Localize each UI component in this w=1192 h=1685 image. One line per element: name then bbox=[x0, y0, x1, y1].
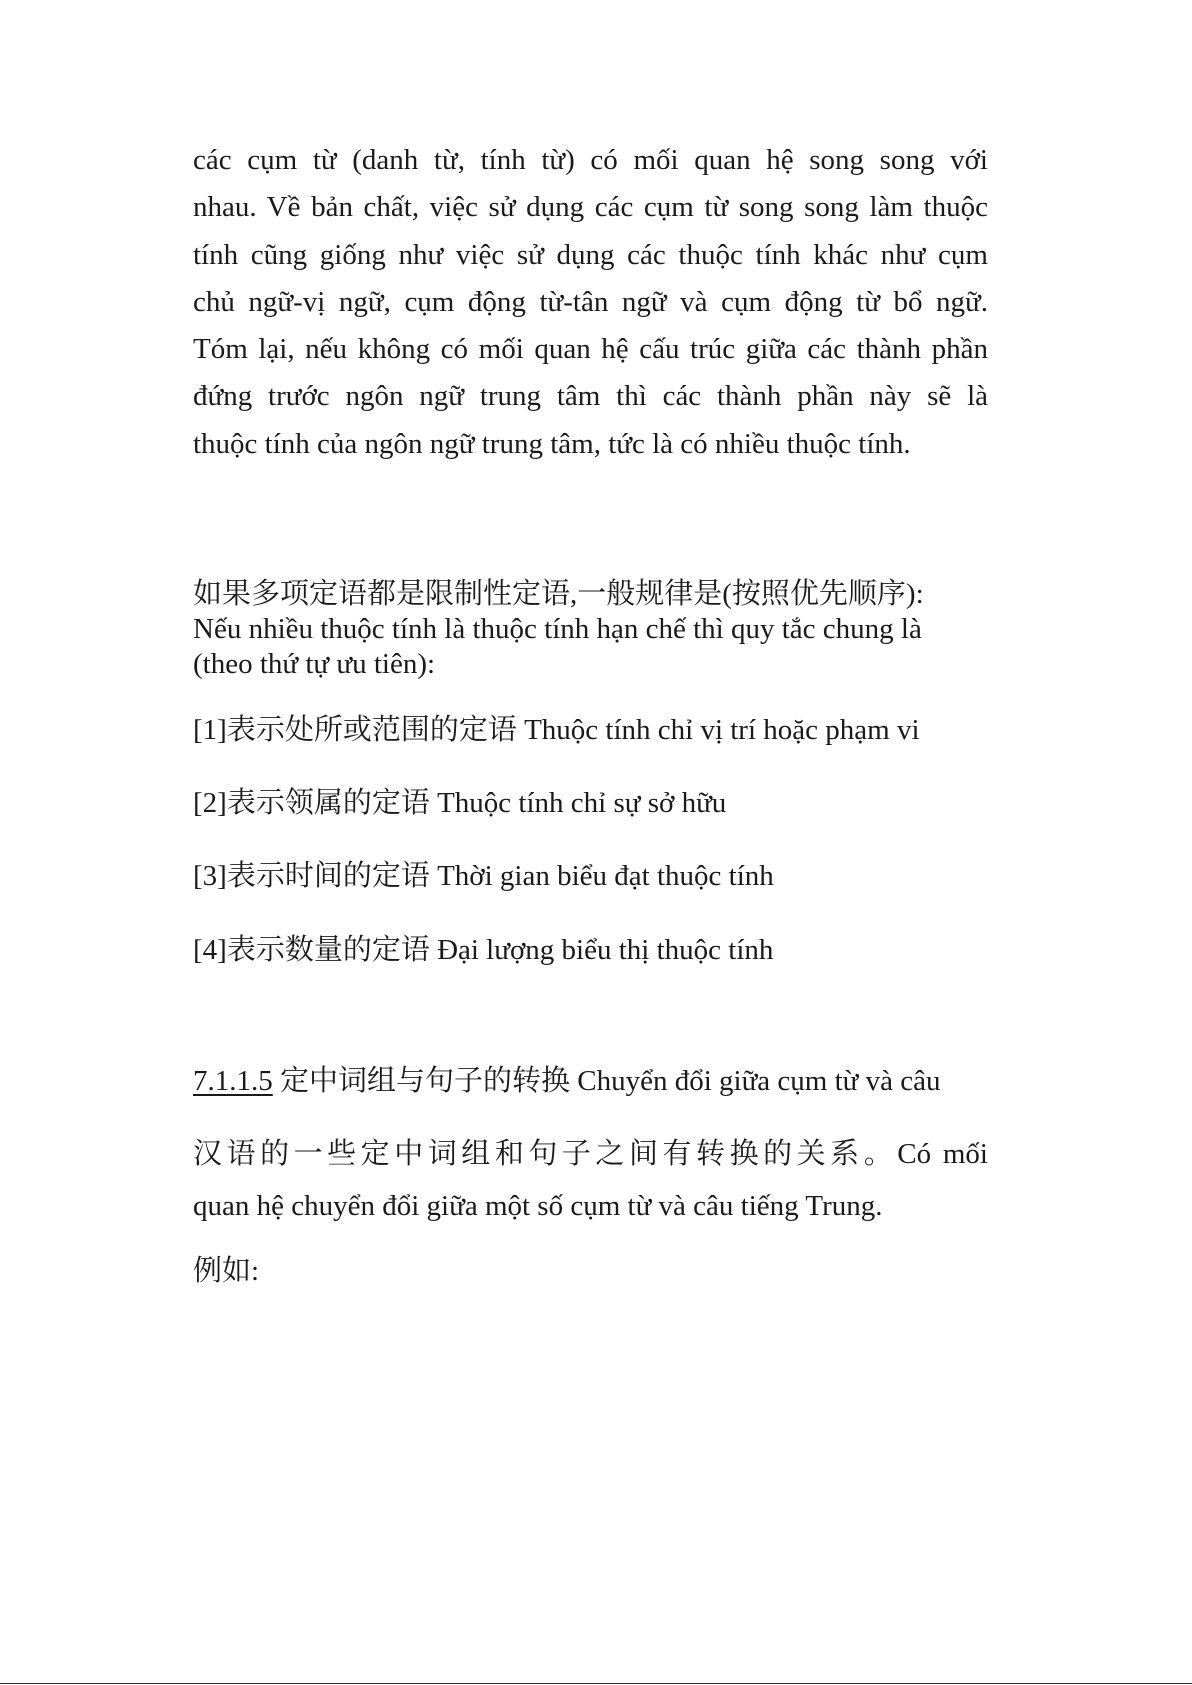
text-line: 汉语的一些定中词组和句子之间有转换的关系。Có mối bbox=[193, 1138, 988, 1170]
intro-vietnamese: (theo thứ tự ưu tiên): bbox=[193, 648, 436, 680]
paragraph-conversion bbox=[193, 1128, 988, 1232]
section-heading bbox=[193, 1063, 941, 1099]
list-item: [1]表示处所或范围的定语 Thuộc tính chỉ vị trí hoặc phạm vi bbox=[193, 714, 920, 746]
intro-chinese: 如果多项定语都是限制性定语,一般规律是(按照优先顺序): bbox=[193, 578, 924, 610]
page-bottom-rule bbox=[0, 1683, 1192, 1684]
text-line: đứng trước ngôn ngữ trung tâm thì các thành phần này sẽ là bbox=[193, 380, 988, 413]
text-line: quan hệ chuyển đổi giữa một số cụm từ và câu tiếng Trung. bbox=[193, 1190, 883, 1222]
text-line: thuộc tính của ngôn ngữ trung tâm, tức là có nhiều thuộc tính. bbox=[193, 427, 911, 460]
text-line: tính cũng giống như việc sử dụng các thuộc tính khác như cụm bbox=[193, 238, 988, 271]
text-line: các cụm từ (danh từ, tính từ) có mối quan hệ song song với bbox=[193, 144, 988, 176]
intro-vietnamese: Nếu nhiều thuộc tính là thuộc tính hạn chế thì quy tắc chung là bbox=[193, 613, 922, 645]
text-line: Tóm lại, nếu không có mối quan hệ cấu trúc giữa các thành phần bbox=[193, 333, 988, 366]
list-item: [4]表示数量的定语 Đại lượng biểu thị thuộc tính bbox=[193, 934, 774, 966]
section-number: 7.1.1.5 bbox=[193, 1065, 273, 1097]
text-line: nhau. Về bản chất, việc sử dụng các cụm từ song song làm thuộc bbox=[193, 191, 988, 224]
list-item: [3]表示时间的定语 Thời gian biểu đạt thuộc tính bbox=[193, 860, 774, 892]
example-label: 例如: bbox=[193, 1255, 260, 1287]
text-line: chủ ngữ-vị ngữ, cụm động từ-tân ngữ và cụm động từ bổ ngữ. bbox=[193, 285, 988, 318]
section-title: 定中词组与句子的转换 Chuyển đổi giữa cụm từ và câu bbox=[272, 1065, 941, 1097]
rule-intro bbox=[193, 577, 988, 682]
paragraph-attributes bbox=[193, 137, 988, 468]
list-item: [2]表示领属的定语 Thuộc tính chỉ sự sở hữu bbox=[193, 787, 727, 819]
